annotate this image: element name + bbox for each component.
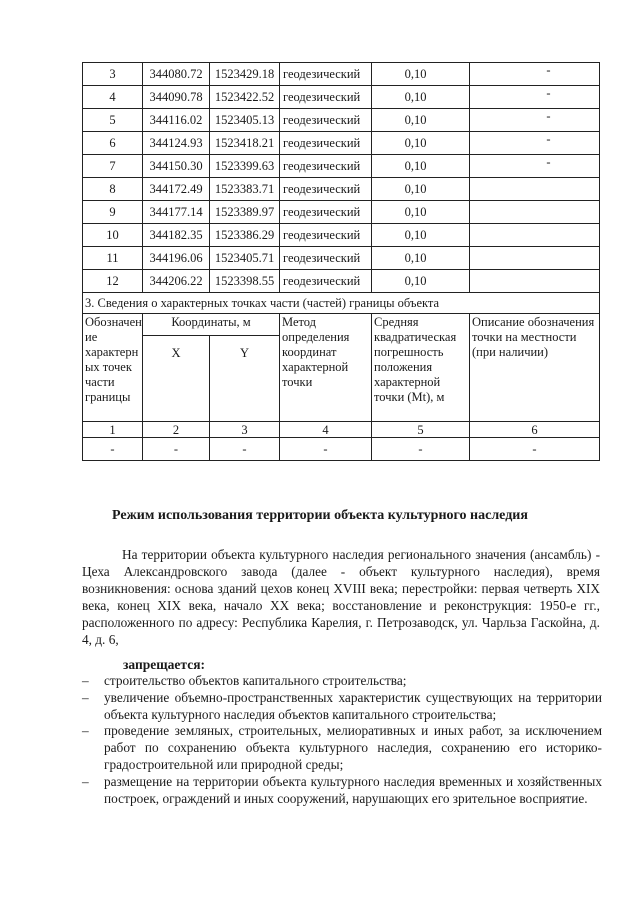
accuracy: 0,10 <box>404 181 427 196</box>
accuracy-cell <box>372 247 470 270</box>
description-cell <box>470 247 600 270</box>
coord-y: 1523398.55 <box>210 270 280 293</box>
column-number: 2 <box>143 422 210 438</box>
description: - <box>546 85 551 100</box>
point-row <box>83 63 600 86</box>
column-number: 5 <box>372 422 470 438</box>
forbidden-heading: запрещается: <box>123 657 206 672</box>
coordinates-table <box>82 62 600 461</box>
description-cell <box>470 86 600 109</box>
coord-x: 344080.72 <box>143 63 210 86</box>
point-row <box>83 178 600 201</box>
accuracy-cell <box>372 178 470 201</box>
accuracy-cell <box>372 86 470 109</box>
description-cell <box>470 201 600 224</box>
description-cell <box>470 132 600 155</box>
column-numbers-row <box>83 422 600 438</box>
dash-bullet: – <box>82 673 89 688</box>
header-x: X <box>143 336 210 422</box>
method: геодезический <box>280 132 372 155</box>
point-number: 10 <box>83 224 143 247</box>
accuracy-cell <box>372 270 470 293</box>
coord-y: 1523399.63 <box>210 155 280 178</box>
coord-x: 344172.49 <box>143 178 210 201</box>
coord-y: 1523383.71 <box>210 178 280 201</box>
accuracy: 0,10 <box>404 273 427 288</box>
accuracy: 0,10 <box>404 135 427 150</box>
header-description: Описание обозначения точки на местности (при наличии) <box>470 314 600 422</box>
forbidden-item <box>82 774 602 808</box>
point-row <box>83 270 600 293</box>
empty-data-row <box>83 438 600 461</box>
accuracy: 0,10 <box>404 227 427 242</box>
header-coordinates: Координаты, м <box>143 314 280 336</box>
forbidden-item-text: увеличение объемно-пространственных характеристик существующих на территории объекта культурного наследия объектов капитального строительства; <box>104 689 602 722</box>
point-number: 5 <box>83 109 143 132</box>
method: геодезический <box>280 178 372 201</box>
description-cell <box>470 109 600 132</box>
forbidden-item <box>82 723 602 773</box>
point-row <box>83 247 600 270</box>
method: геодезический <box>280 270 372 293</box>
accuracy: 0,10 <box>404 66 427 81</box>
section-heading: Режим использования территории объекта культурного наследия <box>112 508 528 523</box>
description: - <box>546 62 551 77</box>
accuracy-cell <box>372 63 470 86</box>
description: - <box>546 131 551 146</box>
coord-x: 344090.78 <box>143 86 210 109</box>
point-row <box>83 109 600 132</box>
coord-x: 344206.22 <box>143 270 210 293</box>
accuracy-cell <box>372 109 470 132</box>
accuracy: 0,10 <box>404 250 427 265</box>
dash-bullet: – <box>82 689 89 705</box>
method: геодезический <box>280 63 372 86</box>
header-designation: Обозначен ие характерн ых точек части границы <box>83 314 143 422</box>
coord-x: 344124.93 <box>143 132 210 155</box>
point-rows <box>83 63 600 293</box>
accuracy: 0,10 <box>404 89 427 104</box>
coord-x: 344150.30 <box>143 155 210 178</box>
point-number: 9 <box>83 201 143 224</box>
forbidden-list <box>82 673 602 807</box>
point-row <box>83 201 600 224</box>
method: геодезический <box>280 201 372 224</box>
method: геодезический <box>280 86 372 109</box>
empty-cell: - <box>280 438 372 461</box>
accuracy: 0,10 <box>404 204 427 219</box>
accuracy-cell <box>372 201 470 224</box>
header-y: Y <box>210 336 280 422</box>
point-number: 3 <box>83 63 143 86</box>
point-number: 8 <box>83 178 143 201</box>
coord-y: 1523405.71 <box>210 247 280 270</box>
accuracy-cell <box>372 132 470 155</box>
method: геодезический <box>280 224 372 247</box>
section-3-title: 3. Сведения о характерных точках части (частей) границы объекта <box>83 293 600 314</box>
coord-x: 344182.35 <box>143 224 210 247</box>
method: геодезический <box>280 247 372 270</box>
coord-y: 1523429.18 <box>210 63 280 86</box>
description-cell <box>470 155 600 178</box>
description-cell <box>470 224 600 247</box>
point-number: 6 <box>83 132 143 155</box>
forbidden-item-text: размещение на территории объекта культурного наследия временных и хозяйственных построек, ограждений и иных сооружений, нарушающих его зрительное восприятие. <box>104 773 602 806</box>
forbidden-item-text: проведение земляных, строительных, мелиоративных и иных работ, за исключением работ по сохранению объекта культурного наследия, сохранению его историко-градостроительной или природной среды; <box>104 723 602 772</box>
coord-x: 344116.02 <box>143 109 210 132</box>
coord-y: 1523386.29 <box>210 224 280 247</box>
point-number: 4 <box>83 86 143 109</box>
description: - <box>546 108 551 123</box>
dash-bullet: – <box>82 773 89 789</box>
accuracy: 0,10 <box>404 158 427 173</box>
dash-bullet: – <box>82 723 89 739</box>
description: - <box>546 154 551 169</box>
column-number: 1 <box>83 422 143 438</box>
forbidden-item <box>82 673 602 690</box>
coord-y: 1523405.13 <box>210 109 280 132</box>
method: геодезический <box>280 109 372 132</box>
point-row <box>83 224 600 247</box>
header-accuracy: Средняя квадратическая погрешность положения характерной точки (Mt), м <box>372 314 470 422</box>
empty-cell: - <box>83 438 143 461</box>
coord-y: 1523418.21 <box>210 132 280 155</box>
empty-cell: - <box>143 438 210 461</box>
method: геодезический <box>280 155 372 178</box>
coord-y: 1523422.52 <box>210 86 280 109</box>
forbidden-item <box>82 690 602 724</box>
empty-cell: - <box>470 438 600 461</box>
column-number: 3 <box>210 422 280 438</box>
point-number: 11 <box>83 247 143 270</box>
header-method: Метод определения координат характерной точки <box>280 314 372 422</box>
point-row <box>83 155 600 178</box>
description-cell <box>470 270 600 293</box>
empty-cell: - <box>210 438 280 461</box>
column-number: 4 <box>280 422 372 438</box>
accuracy: 0,10 <box>404 112 427 127</box>
empty-cell: - <box>372 438 470 461</box>
intro-paragraph: На территории объекта культурного наследия регионального значения (ансамбль) - Цеха Александровского завода (далее - объект культурного наследия), время возникновения: основа зданий цехов конец XVIII века; перестройки: первая четверть XIX века, конец XIX века, начало XX века; восстановление и реконструкция: 1950-е гг., расположенного по адресу: Республика Карелия, г. Петрозаводск, ул. Чарльза Гаскойна, д. 4, д. 6, <box>82 547 600 647</box>
forbidden-item-text: строительство объектов капитального строительства; <box>104 673 407 688</box>
coord-y: 1523389.97 <box>210 201 280 224</box>
coord-x: 344196.06 <box>143 247 210 270</box>
accuracy-cell <box>372 155 470 178</box>
description-cell <box>470 63 600 86</box>
point-number: 12 <box>83 270 143 293</box>
point-row <box>83 86 600 109</box>
point-number: 7 <box>83 155 143 178</box>
coord-x: 344177.14 <box>143 201 210 224</box>
description-cell <box>470 178 600 201</box>
accuracy-cell <box>372 224 470 247</box>
column-number: 6 <box>470 422 600 438</box>
point-row <box>83 132 600 155</box>
